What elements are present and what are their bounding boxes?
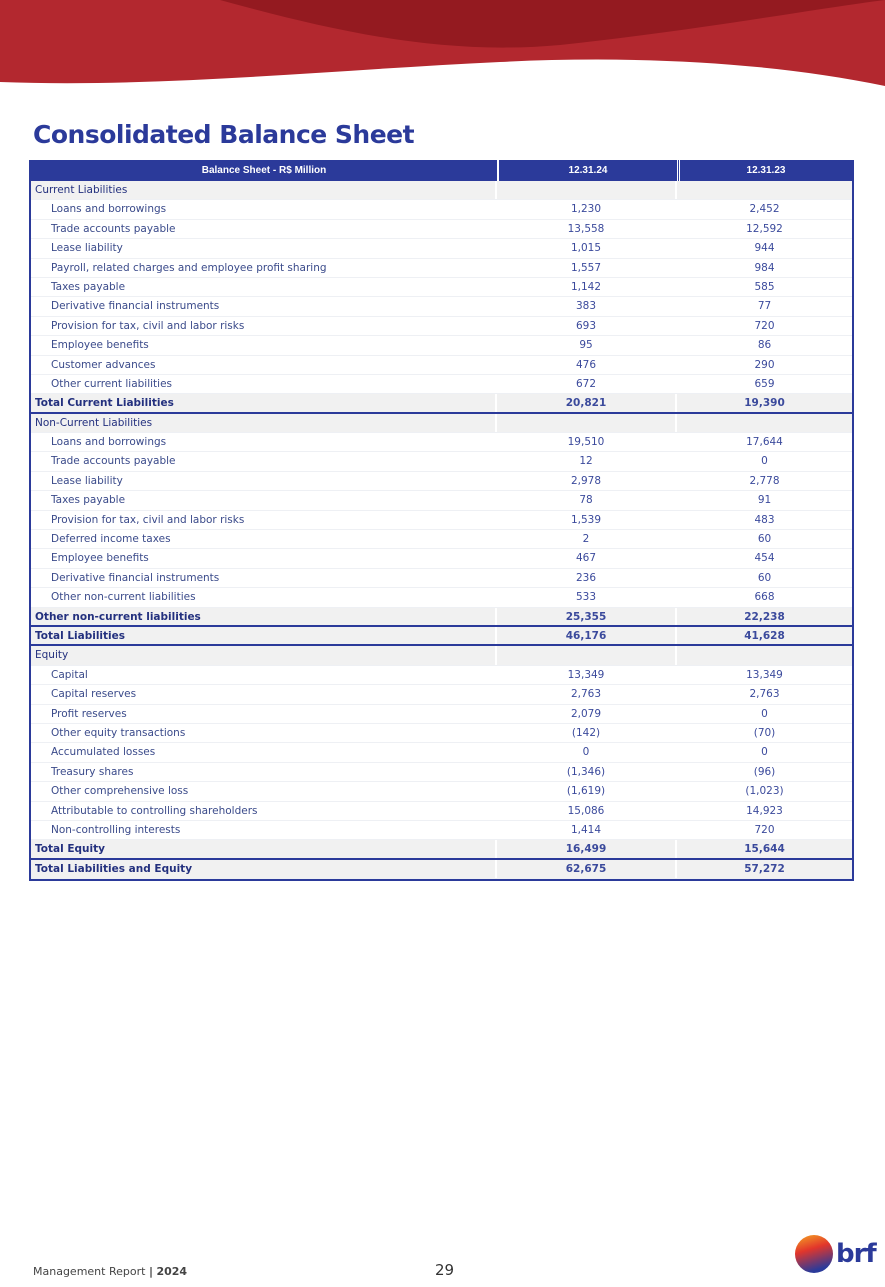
table-row: [31, 724, 852, 743]
value-2023: 57,272: [744, 862, 785, 875]
row-label: Non-controlling interests: [31, 821, 497, 839]
value-2023: 15,644: [744, 843, 785, 856]
table-row: [31, 802, 852, 821]
value-2023: 13,349: [746, 668, 783, 681]
table-row: [31, 685, 852, 704]
section-header-row: [31, 181, 852, 200]
row-label: Lease liability: [31, 239, 497, 257]
value-2024: 2,978: [497, 472, 677, 490]
table-row: [31, 549, 852, 568]
total-row: [31, 627, 852, 646]
row-label: Accumulated losses: [31, 743, 497, 761]
row-label: Provision for tax, civil and labor risks: [31, 317, 497, 335]
value-2023: 19,390: [744, 397, 785, 410]
page-title: Consolidated Balance Sheet: [33, 120, 415, 149]
row-label: Other current liabilities: [31, 375, 497, 393]
table-row: [31, 821, 852, 840]
table-row: [31, 569, 852, 588]
value-2023: 0: [761, 455, 768, 468]
row-label: Other comprehensive loss: [31, 782, 497, 800]
value-2023: 77: [757, 300, 772, 313]
value-2024: 95: [497, 336, 677, 354]
value-2024: [497, 414, 677, 432]
value-2023: 17,644: [746, 436, 783, 449]
value-2024: 1,230: [497, 200, 677, 218]
table-row: [31, 278, 852, 297]
row-label: Capital: [31, 666, 497, 684]
row-label: Loans and borrowings: [31, 200, 497, 218]
table-row: [31, 336, 852, 355]
value-2023: [677, 181, 852, 199]
value-2024: 1,539: [497, 511, 677, 529]
table-row: [31, 743, 852, 762]
table-header: [31, 160, 852, 181]
value-2024: 2: [497, 530, 677, 548]
table-row: [31, 317, 852, 336]
row-label: Profit reserves: [31, 705, 497, 723]
value-2023: [677, 414, 852, 432]
row-label: Employee benefits: [31, 336, 497, 354]
table-row: [31, 200, 852, 219]
row-label: Total Equity: [31, 840, 497, 857]
value-2023: 720: [754, 823, 775, 836]
value-2024: 15,086: [497, 802, 677, 820]
value-2024: 467: [497, 549, 677, 567]
value-2024: 13,558: [497, 220, 677, 238]
table-row: [31, 666, 852, 685]
row-label: Capital reserves: [31, 685, 497, 703]
row-label: Customer advances: [31, 356, 497, 374]
value-2023: 60: [757, 533, 772, 546]
value-2024: 1,015: [497, 239, 677, 257]
value-2024: 533: [497, 588, 677, 606]
value-2024: 19,510: [497, 433, 677, 451]
row-label: Lease liability: [31, 472, 497, 490]
value-2023: 2,763: [749, 688, 780, 701]
value-2024: 1,557: [497, 259, 677, 277]
row-label: Other non-current liabilities: [31, 608, 497, 625]
table-row: [31, 588, 852, 607]
table-row: [31, 220, 852, 239]
total-row: [31, 394, 852, 413]
value-2023: 41,628: [744, 629, 785, 642]
value-2024: 20,821: [497, 394, 677, 411]
row-label: Derivative financial instruments: [31, 297, 497, 315]
value-2024: (142): [497, 724, 677, 742]
header-2023: 12.31.23: [746, 165, 786, 176]
row-label: Payroll, related charges and employee profit sharing: [31, 259, 497, 277]
row-label: Total Current Liabilities: [31, 394, 497, 411]
row-label: Other equity transactions: [31, 724, 497, 742]
row-label: Loans and borrowings: [31, 433, 497, 451]
table-row: [31, 491, 852, 510]
value-2024: 62,675: [497, 860, 677, 878]
value-2023: 12,592: [746, 222, 783, 235]
value-2024: 236: [497, 569, 677, 587]
total-row: [31, 608, 852, 627]
value-2024: 476: [497, 356, 677, 374]
value-2024: 693: [497, 317, 677, 335]
value-2024: 46,176: [497, 627, 677, 644]
row-label: Trade accounts payable: [31, 220, 497, 238]
value-2023: [677, 646, 852, 664]
table-row: [31, 472, 852, 491]
table-row: [31, 530, 852, 549]
table-row: [31, 511, 852, 530]
value-2023: 290: [754, 358, 775, 371]
value-2023: 668: [754, 591, 775, 604]
table-row: [31, 782, 852, 801]
report-name: Management Report: [33, 1265, 146, 1278]
row-label: Trade accounts payable: [31, 452, 497, 470]
value-2023: 720: [754, 319, 775, 332]
value-2024: (1,619): [497, 782, 677, 800]
value-2023: 0: [761, 746, 768, 759]
row-label: Derivative financial instruments: [31, 569, 497, 587]
value-2023: 86: [757, 339, 772, 352]
value-2023: (70): [753, 726, 776, 739]
row-label: Taxes payable: [31, 491, 497, 509]
logo-globe-icon: [794, 1234, 834, 1274]
table-row: [31, 433, 852, 452]
table-row: [31, 356, 852, 375]
header-2024: 12.31.24: [499, 160, 680, 181]
value-2024: [497, 181, 677, 199]
value-2024: 1,414: [497, 821, 677, 839]
value-2024: 25,355: [497, 608, 677, 625]
value-2024: 383: [497, 297, 677, 315]
value-2023: 2,778: [749, 474, 780, 487]
footer-report-label: Management Report | 2024: [33, 1265, 188, 1278]
value-2023: 2,452: [749, 203, 780, 216]
value-2023: 585: [754, 280, 775, 293]
value-2023: 984: [754, 261, 775, 274]
value-2023: 0: [761, 707, 768, 720]
value-2024: 78: [497, 491, 677, 509]
table-row: [31, 452, 852, 471]
section-header-row: [31, 414, 852, 433]
table-row: [31, 375, 852, 394]
value-2024: 2,079: [497, 705, 677, 723]
logo-text: brf: [836, 1239, 876, 1269]
value-2023: 454: [754, 552, 775, 565]
brf-logo: [794, 1234, 876, 1274]
value-2023: 659: [754, 377, 775, 390]
row-label: Non-Current Liabilities: [31, 414, 497, 432]
header-wave-decoration: [0, 0, 885, 110]
table-row: [31, 259, 852, 278]
row-label: Taxes payable: [31, 278, 497, 296]
total-row: [31, 840, 852, 859]
row-label: Deferred income taxes: [31, 530, 497, 548]
value-2023: 60: [757, 571, 772, 584]
row-label: Employee benefits: [31, 549, 497, 567]
value-2024: 2,763: [497, 685, 677, 703]
value-2024: 13,349: [497, 666, 677, 684]
header-label: Balance Sheet - R$ Million: [31, 160, 499, 181]
value-2024: 16,499: [497, 840, 677, 857]
total-row: [31, 860, 852, 879]
value-2024: 1,142: [497, 278, 677, 296]
value-2024: 12: [497, 452, 677, 470]
value-2023: 22,238: [744, 610, 785, 623]
row-label: Provision for tax, civil and labor risks: [31, 511, 497, 529]
row-label: Treasury shares: [31, 763, 497, 781]
balance-sheet-table: [29, 160, 854, 881]
value-2023: (96): [753, 765, 776, 778]
table-row: [31, 705, 852, 724]
row-label: Other non-current liabilities: [31, 588, 497, 606]
value-2024: 0: [497, 743, 677, 761]
section-header-row: [31, 646, 852, 665]
row-label: Total Liabilities: [31, 627, 497, 644]
row-label: Attributable to controlling shareholders: [31, 802, 497, 820]
row-label: Current Liabilities: [31, 181, 497, 199]
value-2024: (1,346): [497, 763, 677, 781]
value-2023: (1,023): [745, 785, 784, 798]
report-year: 2024: [156, 1265, 188, 1278]
table-row: [31, 239, 852, 258]
value-2023: 483: [754, 513, 775, 526]
value-2023: 944: [754, 242, 775, 255]
value-2024: [497, 646, 677, 664]
value-2023: 91: [757, 494, 772, 507]
row-label: Total Liabilities and Equity: [31, 860, 497, 878]
value-2023: 14,923: [746, 804, 783, 817]
page-number: 29: [435, 1261, 455, 1279]
table-row: [31, 763, 852, 782]
table-row: [31, 297, 852, 316]
value-2024: 672: [497, 375, 677, 393]
row-label: Equity: [31, 646, 497, 664]
